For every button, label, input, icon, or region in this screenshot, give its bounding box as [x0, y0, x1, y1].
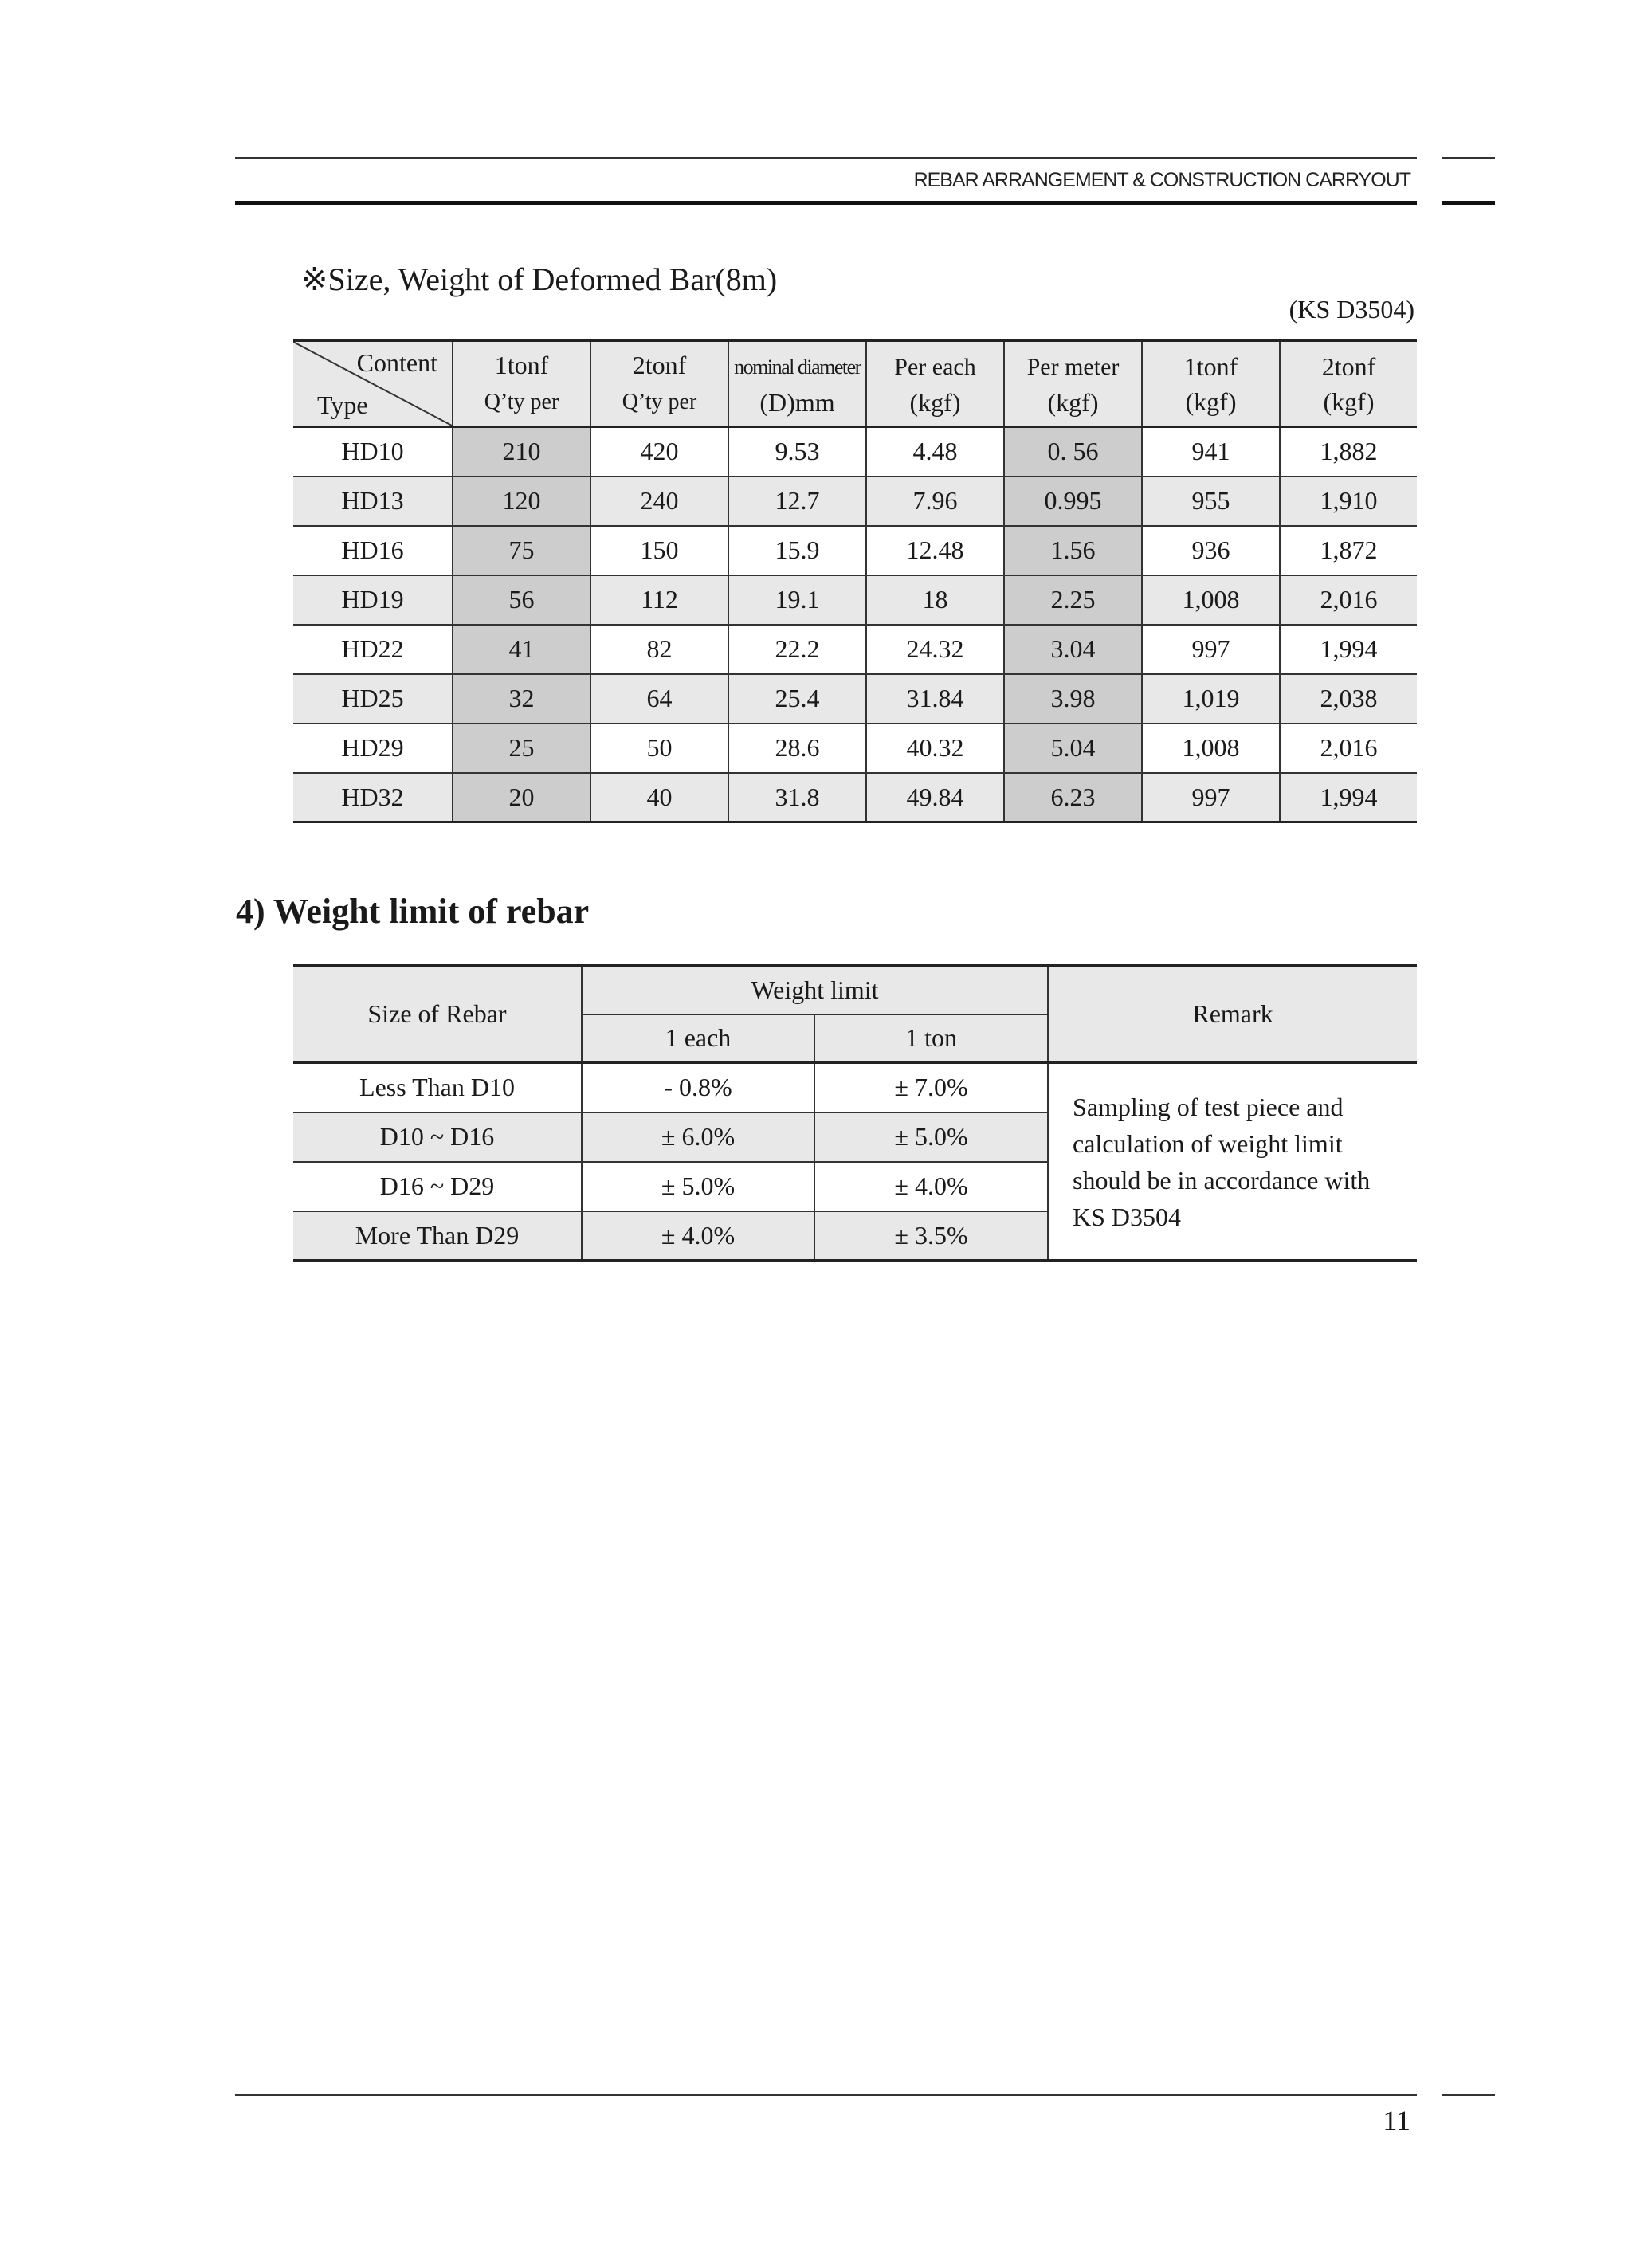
remark-line: KS D3504: [1073, 1202, 1182, 1231]
table-cell: 1,872: [1280, 526, 1417, 575]
table-row: [293, 526, 1417, 575]
table-cell: 2.25: [1004, 575, 1142, 625]
page-number: 11: [1383, 2105, 1410, 2137]
table-cell: 25: [453, 724, 590, 773]
table-cell: 64: [590, 674, 728, 724]
table-cell: 1,994: [1280, 773, 1417, 822]
table-cell: 240: [590, 477, 728, 526]
header-rule-bottom: [235, 201, 1417, 205]
limit-each-cell: - 0.8%: [582, 1063, 814, 1112]
table-cell: 0.995: [1004, 477, 1142, 526]
table-cell: 49.84: [866, 773, 1004, 822]
table-cell: 31.84: [866, 674, 1004, 724]
table-cell: 40.32: [866, 724, 1004, 773]
rebar-size-cell: D16 ~ D29: [293, 1162, 582, 1211]
table-cell: 997: [1142, 773, 1280, 822]
limit-ton-cell: ± 7.0%: [814, 1063, 1048, 1112]
table-cell: 12.48: [866, 526, 1004, 575]
standard-reference: (KS D3504): [1289, 295, 1414, 324]
table-cell: 6.23: [1004, 773, 1142, 822]
rebar-size-cell: D10 ~ D16: [293, 1112, 582, 1162]
table-cell: 3.04: [1004, 625, 1142, 674]
table-cell: 9.53: [728, 427, 866, 477]
corner-header-cell: [293, 341, 453, 427]
table-cell: 1,882: [1280, 427, 1417, 477]
table-cell: 1,008: [1142, 724, 1280, 773]
deformed-bar-table: [293, 339, 1417, 823]
table-row: [293, 724, 1417, 773]
table-cell: 20: [453, 773, 590, 822]
col-header-nominal-diameter: nominal diameter (D)mm: [728, 341, 866, 427]
rebar-size-cell: Less Than D10: [293, 1063, 582, 1112]
table-cell: 4.48: [866, 427, 1004, 477]
rebar-type-cell: HD25: [293, 674, 453, 724]
table-cell: 1,019: [1142, 674, 1280, 724]
remark-header: Remark: [1048, 966, 1417, 1063]
rebar-size-cell: More Than D29: [293, 1211, 582, 1261]
table-cell: 40: [590, 773, 728, 822]
one-ton-header: 1 ton: [814, 1014, 1048, 1063]
rebar-type-cell: HD29: [293, 724, 453, 773]
table-cell: 75: [453, 526, 590, 575]
footer-rule: [235, 2094, 1417, 2096]
corner-type-label: Type: [317, 390, 368, 419]
table-cell: 150: [590, 526, 728, 575]
table-cell: 56: [453, 575, 590, 625]
table-cell: 12.7: [728, 477, 866, 526]
remark-cell: [1048, 1063, 1417, 1261]
table-cell: 955: [1142, 477, 1280, 526]
table-cell: 120: [453, 477, 590, 526]
table-cell: 25.4: [728, 674, 866, 724]
rebar-type-cell: HD32: [293, 773, 453, 822]
table-cell: 22.2: [728, 625, 866, 674]
col-header-2tonf-qty: 2tonf Q’ty per: [590, 341, 728, 427]
table-cell: 31.8: [728, 773, 866, 822]
limit-each-cell: ± 6.0%: [582, 1112, 814, 1162]
table-cell: 19.1: [728, 575, 866, 625]
table-header-row: [293, 341, 1417, 427]
size-weight-title: ※Size, Weight of Deformed Bar(8m): [301, 261, 778, 297]
table-header-row: [293, 966, 1417, 1014]
limit-ton-cell: ± 4.0%: [814, 1162, 1048, 1211]
table-cell: 18: [866, 575, 1004, 625]
table-row: [293, 477, 1417, 526]
rebar-type-cell: HD16: [293, 526, 453, 575]
weight-limit-title: 4) Weight limit of rebar: [236, 892, 590, 931]
col-header-1tonf-qty: 1tonf Q’ty per: [453, 341, 590, 427]
footer-rule-stub: [1442, 2094, 1495, 2096]
limit-ton-cell: ± 3.5%: [814, 1211, 1048, 1261]
table-cell: 2,038: [1280, 674, 1417, 724]
rebar-type-cell: HD13: [293, 477, 453, 526]
table-cell: 112: [590, 575, 728, 625]
col-header-1tonf-kgf: 1tonf (kgf): [1142, 341, 1280, 427]
rebar-type-cell: HD22: [293, 625, 453, 674]
rebar-type-cell: HD19: [293, 575, 453, 625]
table-cell: 1,008: [1142, 575, 1280, 625]
one-each-header: 1 each: [582, 1014, 814, 1063]
size-of-rebar-header: Size of Rebar: [293, 966, 582, 1063]
table-cell: 941: [1142, 427, 1280, 477]
header-rule-stub-top: [1442, 157, 1495, 159]
table-cell: 210: [453, 427, 590, 477]
header-rule-top: [235, 157, 1417, 159]
col-header-per-meter: Per meter (kgf): [1004, 341, 1142, 427]
limit-each-cell: ± 5.0%: [582, 1162, 814, 1211]
table-cell: 32: [453, 674, 590, 724]
table-cell: 1,910: [1280, 477, 1417, 526]
table-cell: 24.32: [866, 625, 1004, 674]
table-row: [293, 625, 1417, 674]
table-cell: 2,016: [1280, 575, 1417, 625]
weight-limit-header: Weight limit: [582, 966, 1048, 1014]
remark-line: Sampling of test piece and: [1073, 1092, 1344, 1121]
table-cell: 1,994: [1280, 625, 1417, 674]
running-title: REBAR ARRANGEMENT & CONSTRUCTION CARRYOUT: [913, 169, 1410, 191]
table-cell: 82: [590, 625, 728, 674]
table-row: [293, 773, 1417, 822]
table-cell: 420: [590, 427, 728, 477]
table-cell: 7.96: [866, 477, 1004, 526]
table-cell: 15.9: [728, 526, 866, 575]
table-cell: 1.56: [1004, 526, 1142, 575]
corner-content-label: Content: [356, 348, 437, 377]
table-cell: 41: [453, 625, 590, 674]
table-cell: 2,016: [1280, 724, 1417, 773]
table-row: [293, 575, 1417, 625]
header-rule-stub-bottom: [1442, 201, 1495, 205]
limit-each-cell: ± 4.0%: [582, 1211, 814, 1261]
table-row: [293, 427, 1417, 477]
table-row: [293, 1063, 1417, 1112]
table-row: [293, 674, 1417, 724]
table-cell: 5.04: [1004, 724, 1142, 773]
limit-ton-cell: ± 5.0%: [814, 1112, 1048, 1162]
remark-line: calculation of weight limit: [1073, 1128, 1343, 1158]
weight-limit-table: [293, 964, 1417, 1262]
table-cell: 3.98: [1004, 674, 1142, 724]
table-cell: 28.6: [728, 724, 866, 773]
rebar-type-cell: HD10: [293, 427, 453, 477]
remark-line: should be in accordance with: [1073, 1165, 1371, 1195]
table-cell: 997: [1142, 625, 1280, 674]
table-cell: 936: [1142, 526, 1280, 575]
col-header-2tonf-kgf: 2tonf (kgf): [1280, 341, 1417, 427]
table-cell: 0. 56: [1004, 427, 1142, 477]
table-cell: 50: [590, 724, 728, 773]
col-header-per-each: Per each (kgf): [866, 341, 1004, 427]
